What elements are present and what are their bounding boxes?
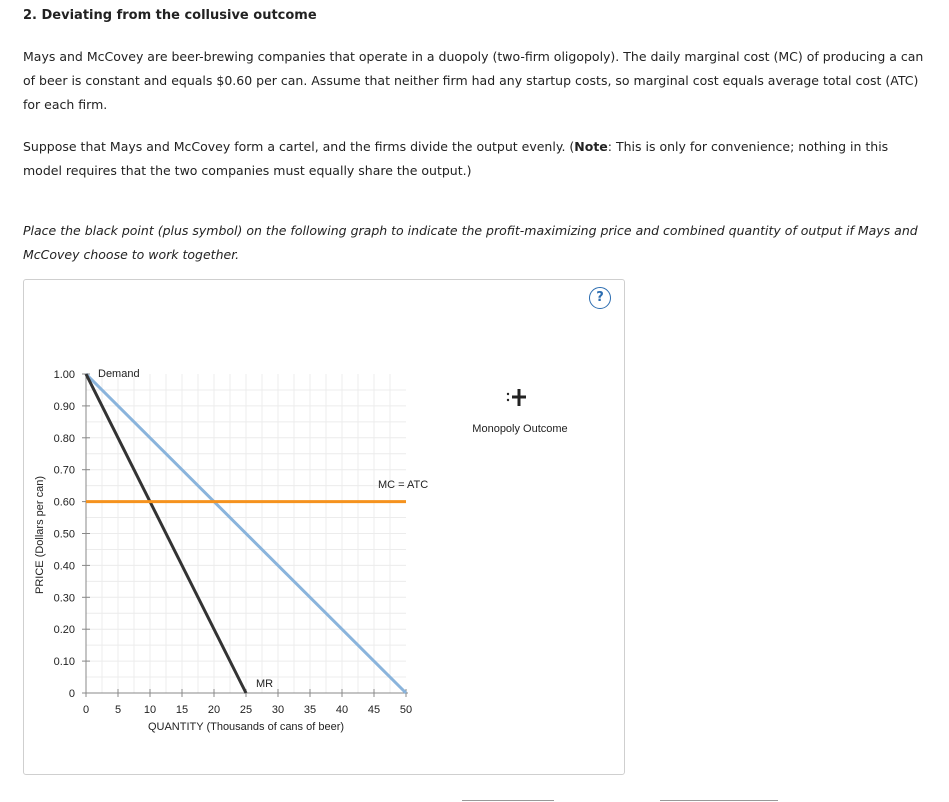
footer-divider-left — [462, 800, 554, 801]
mc-atc-label: MC = ATC — [378, 479, 429, 491]
x-tick-label: 15 — [175, 704, 189, 716]
y-tick-label: 0.30 — [53, 592, 75, 605]
palette-label: Monopoly Outcome — [472, 423, 568, 435]
x-tick-label: 25 — [239, 704, 253, 716]
y-axis-title: PRICE (Dollars per can) — [34, 476, 46, 594]
y-tick-label: 0.80 — [53, 432, 75, 445]
x-tick-label: 45 — [367, 704, 381, 716]
help-icon[interactable]: ? — [589, 287, 611, 309]
y-tick-label: 0.50 — [53, 528, 75, 541]
x-tick-label: 35 — [303, 704, 317, 716]
instruction-paragraph: Place the black point (plus symbol) on the following graph to indicate the profit-maximizing price and combined quantity of output if Mays and McCovey choose to work together. — [23, 223, 918, 262]
x-tick-label: 30 — [271, 704, 285, 716]
x-tick-label: 40 — [335, 704, 349, 716]
note-label: Note — [574, 139, 608, 154]
demand-label: Demand — [98, 368, 140, 380]
y-tick-label: 0.60 — [53, 496, 75, 509]
question-heading: 2. Deviating from the collusive outcome — [23, 8, 317, 23]
y-tick-label: 0.10 — [53, 656, 75, 669]
palette-plus-icon[interactable] — [507, 389, 526, 406]
x-tick-label: 20 — [207, 704, 221, 716]
y-tick-label: 0.90 — [53, 400, 75, 413]
mr-label: MR — [256, 678, 274, 690]
y-tick-label: 0.40 — [53, 560, 75, 573]
x-tick-label: 10 — [143, 704, 157, 716]
intro-paragraph: Mays and McCovey are beer-brewing companies that operate in a duopoly (two-firm oligopoly). The daily marginal cost (MC) of producing a can of beer is constant and equals $0.60 per can. Assume that neither firm had any startup costs, so marginal cost equals average total cost (ATC) for each firm. — [23, 49, 924, 112]
x-tick-label: 5 — [114, 704, 122, 716]
cartel-text-pre: Suppose that Mays and McCovey form a cartel, and the firms divide the output evenly. ( — [23, 139, 575, 154]
footer-divider-right — [660, 800, 778, 801]
x-axis-title: QUANTITY (Thousands of cans of beer) — [147, 721, 345, 733]
cartel-text-post: : This is only for convenience; nothing in this model requires that the two companies must equally share the output.) — [23, 139, 889, 178]
y-tick-label: 0.70 — [53, 464, 75, 477]
y-tick-label: 0.20 — [53, 624, 75, 637]
x-tick-label: 50 — [399, 704, 413, 716]
x-tick-label: 0 — [82, 704, 90, 716]
y-tick-label: 0 — [68, 688, 75, 700]
y-tick-label: 1.00 — [53, 369, 75, 381]
